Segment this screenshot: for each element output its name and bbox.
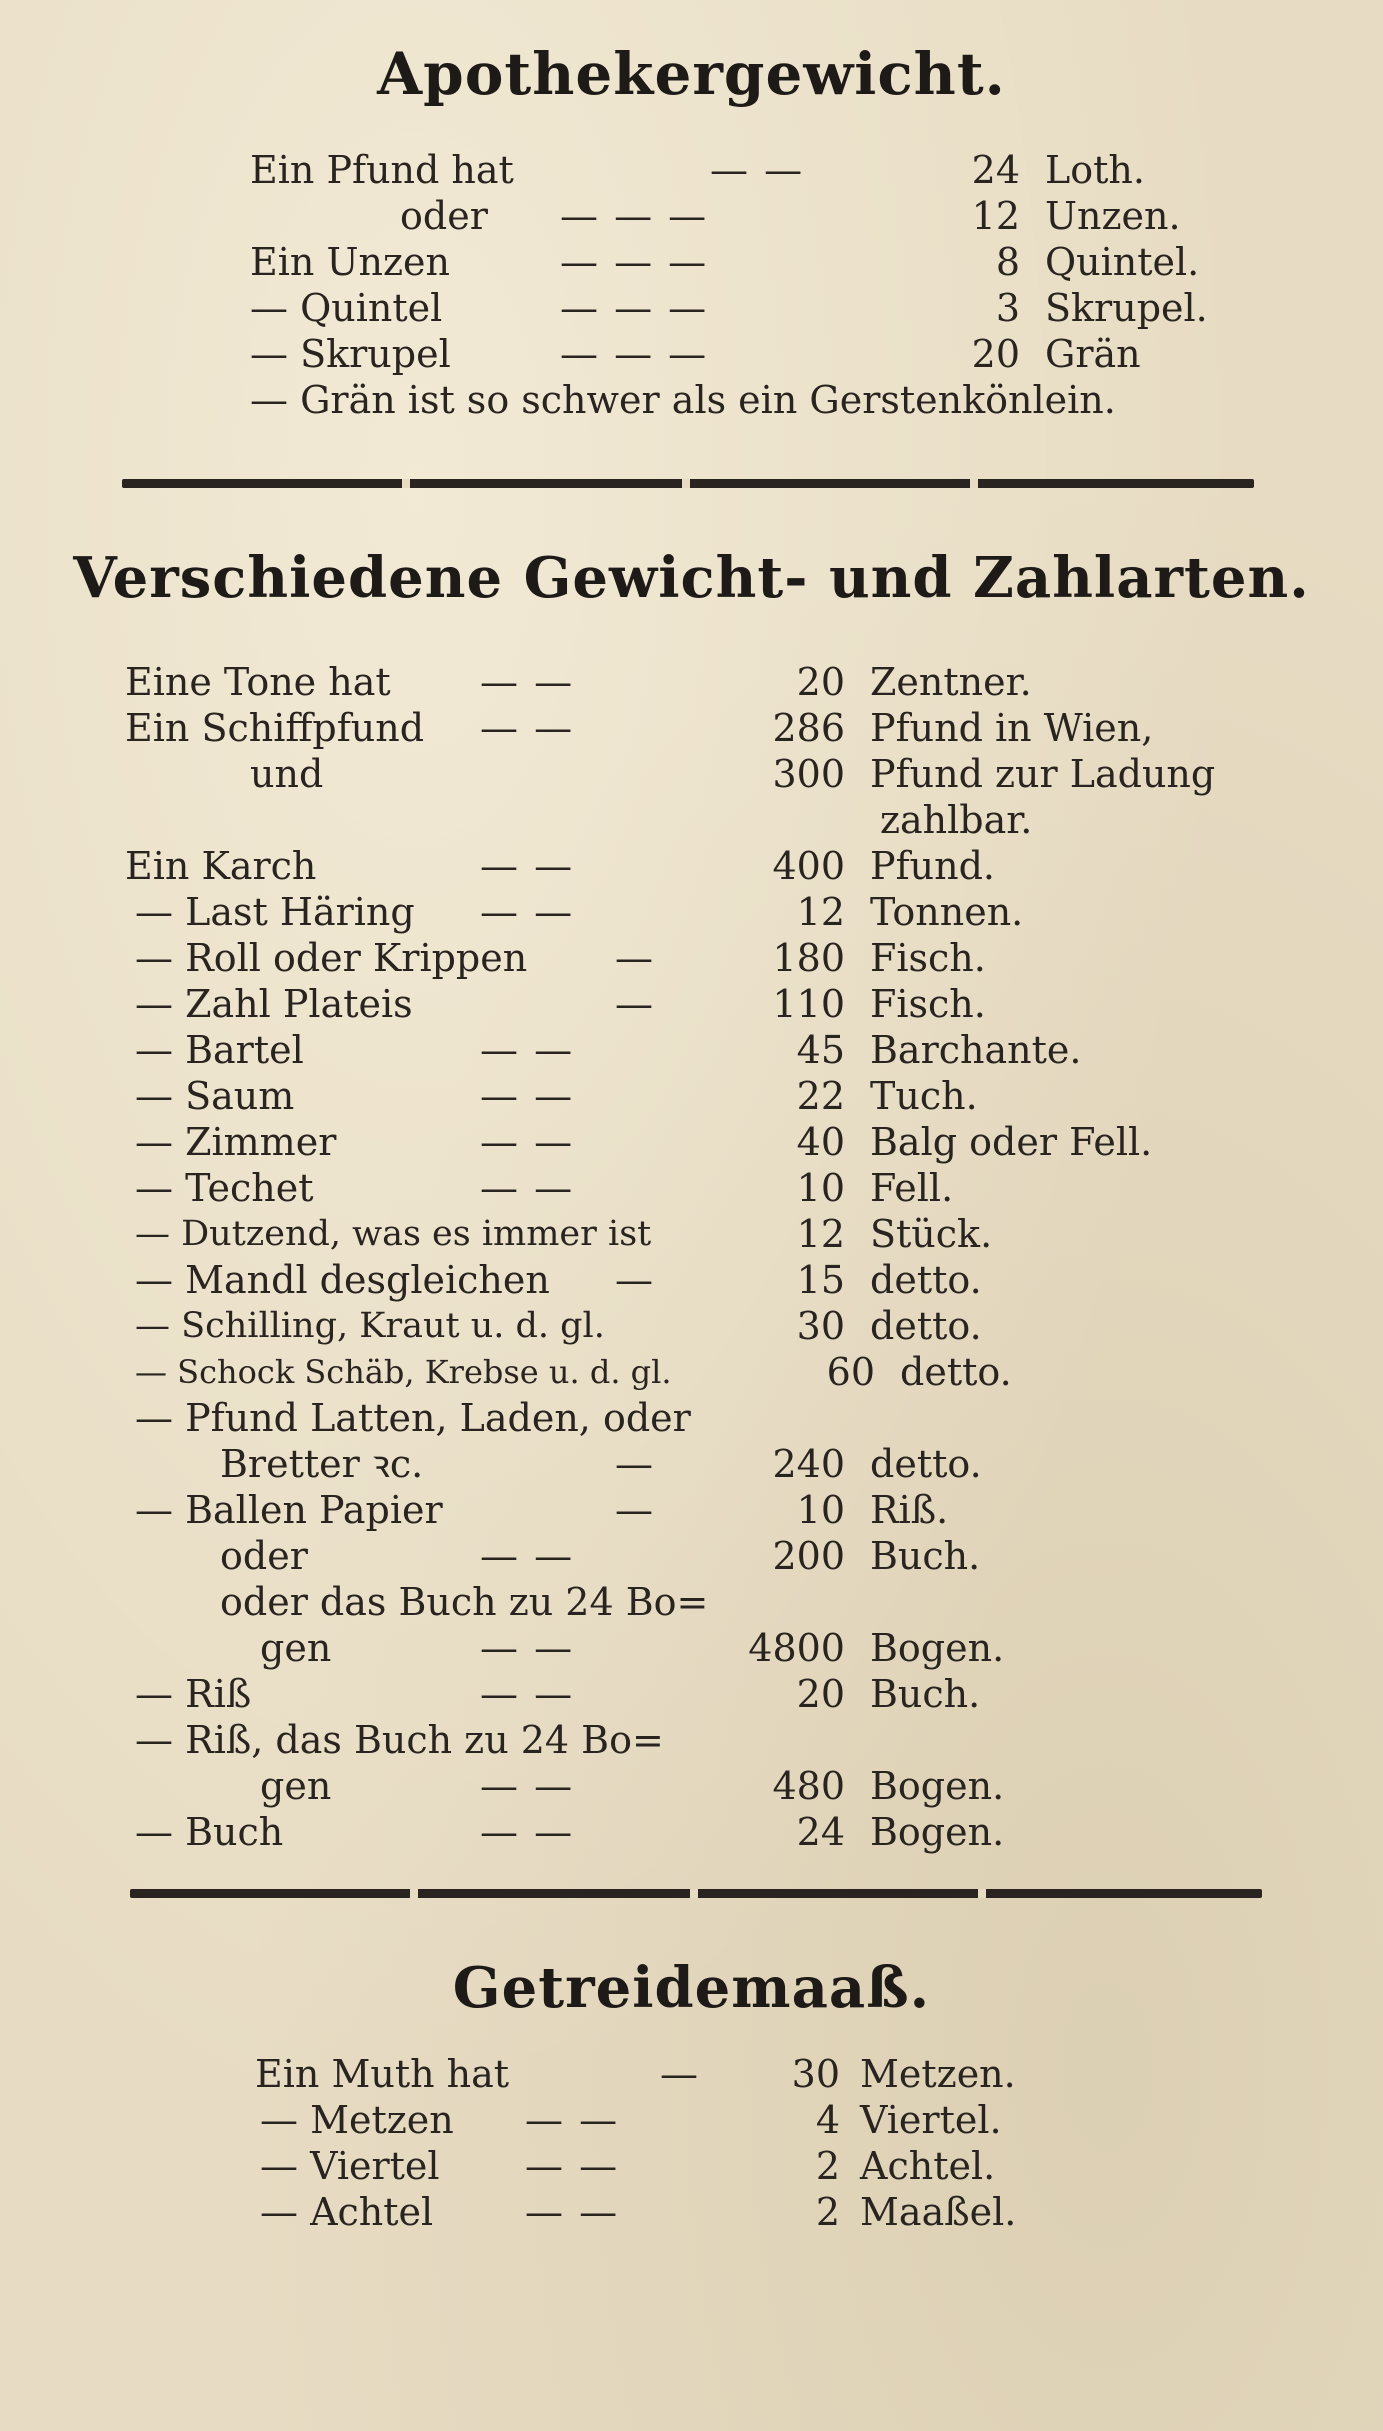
row-unit: Fisch. — [870, 936, 986, 980]
row-number: 4800 — [748, 1626, 845, 1670]
row-dashes: — — — [525, 2098, 620, 2142]
row-label: Ein Unzen — [250, 240, 450, 284]
row-label: — Last Häring — [135, 890, 415, 934]
table-row — [0, 1672, 1383, 1716]
row-dashes: — — — — [560, 332, 709, 376]
row-unit: Grän — [1045, 332, 1141, 376]
row-unit: Unzen. — [1045, 194, 1181, 238]
row-number: 22 — [796, 1074, 845, 1118]
table-row — [0, 660, 1383, 704]
row-unit: detto. — [900, 1350, 1012, 1394]
row-label: oder — [220, 1534, 308, 1578]
row-label: — Schilling, Kraut u. d. gl. — [135, 1306, 605, 1346]
table-row — [0, 378, 1383, 422]
row-unit: Pfund. — [870, 844, 995, 888]
table-row — [0, 1442, 1383, 1486]
row-unit: Fisch. — [870, 982, 986, 1026]
table-row — [0, 844, 1383, 888]
table-row — [0, 1810, 1383, 1854]
table-row — [0, 148, 1383, 192]
row-dashes: — — — [480, 1534, 575, 1578]
table-row — [0, 286, 1383, 330]
row-number: 3 — [995, 286, 1020, 330]
row-dashes: — — — [525, 2190, 620, 2234]
table-row — [0, 1166, 1383, 1210]
table-row — [0, 2052, 1383, 2096]
row-unit: detto. — [870, 1304, 982, 1348]
row-label: Eine Tone hat — [125, 660, 391, 704]
row-label: — Zahl Plateis — [135, 982, 413, 1026]
row-number: 30 — [796, 1304, 845, 1348]
row-number: 286 — [772, 706, 845, 750]
table-row — [0, 1350, 1383, 1394]
table-row — [0, 2098, 1383, 2142]
row-unit: Barchante. — [870, 1028, 1082, 1072]
row-number: 12 — [796, 1212, 845, 1256]
row-unit: Stück. — [870, 1212, 993, 1256]
row-dashes: — — — [480, 890, 575, 934]
row-number: 12 — [796, 890, 845, 934]
row-number: 24 — [796, 1810, 845, 1854]
row-dashes: — — — [525, 2144, 620, 2188]
row-unit: Tonnen. — [870, 890, 1024, 934]
row-number: 20 — [796, 1672, 845, 1716]
row-number: 200 — [772, 1534, 845, 1578]
section-divider — [122, 479, 1254, 488]
table-row — [0, 2190, 1383, 2234]
table-row — [0, 982, 1383, 1026]
row-dashes: — — — — [560, 194, 709, 238]
row-dashes: — — — [480, 1764, 575, 1808]
row-unit: Riß. — [870, 1488, 949, 1532]
row-unit: Balg oder Fell. — [870, 1120, 1153, 1164]
row-unit: Skrupel. — [1045, 286, 1208, 330]
row-label: — Dutzend, was es immer ist — [135, 1214, 652, 1254]
row-label: — Skrupel — [250, 332, 451, 376]
table-row — [0, 890, 1383, 934]
row-label: — Quintel — [250, 286, 443, 330]
row-number: 60 — [826, 1350, 875, 1394]
table-row — [0, 1212, 1383, 1256]
row-label: Ein Schiffpfund — [125, 706, 425, 750]
row-dashes: — — [615, 936, 655, 980]
section-title-getreidemaass: Getreidemaaß. — [452, 1955, 931, 2021]
row-number: 4 — [815, 2098, 840, 2142]
row-dashes: — — — — [560, 240, 709, 284]
row-unit: Maaßel. — [860, 2190, 1017, 2234]
row-number: 480 — [772, 1764, 845, 1808]
row-label: oder — [400, 194, 488, 238]
table-row — [0, 1120, 1383, 1164]
table-row — [0, 936, 1383, 980]
table-row — [0, 1580, 1383, 1624]
row-label: Ein Karch — [125, 844, 317, 888]
row-unit: Bogen. — [870, 1626, 1005, 1670]
table-row — [0, 1074, 1383, 1118]
row-number: 20 — [971, 332, 1020, 376]
row-dashes: — — — [480, 1028, 575, 1072]
row-label: Ein Pfund hat — [250, 148, 514, 192]
row-label: — Grän ist so schwer als ein Gerstenkönlein. — [250, 378, 1116, 422]
row-unit: detto. — [870, 1442, 982, 1486]
row-unit: Viertel. — [860, 2098, 1002, 2142]
table-row — [0, 194, 1383, 238]
section-title-zahlarten: Verschiedene Gewicht- und Zahlarten. — [73, 545, 1310, 611]
row-label: Bretter ꝛc. — [220, 1442, 424, 1486]
table-row — [0, 752, 1383, 796]
row-number: 10 — [796, 1488, 845, 1532]
row-unit: Fell. — [870, 1166, 954, 1210]
row-label: — Viertel — [260, 2144, 440, 2188]
row-dashes: — — — [480, 1672, 575, 1716]
row-dashes: — — — [710, 148, 805, 192]
row-dashes: — — — [480, 1120, 575, 1164]
row-label: — Ballen Papier — [135, 1488, 443, 1532]
row-dashes: — — [615, 1442, 655, 1486]
row-unit: Metzen. — [860, 2052, 1016, 2096]
row-number: 400 — [772, 844, 845, 888]
row-label: — Metzen — [260, 2098, 454, 2142]
row-number: 110 — [772, 982, 845, 1026]
row-unit: detto. — [870, 1258, 982, 1302]
row-label: — Schock Schäb, Krebse u. d. gl. — [135, 1353, 672, 1391]
row-unit: Loth. — [1045, 148, 1145, 192]
row-number: 2 — [815, 2144, 840, 2188]
row-dashes: — — [615, 1488, 655, 1532]
row-label: oder das Buch zu 24 Bo= — [220, 1580, 709, 1624]
table-row — [0, 332, 1383, 376]
row-label: — Saum — [135, 1074, 295, 1118]
row-unit: Zentner. — [870, 660, 1032, 704]
row-number: 30 — [791, 2052, 840, 2096]
row-label: gen — [260, 1764, 332, 1808]
table-row — [0, 1718, 1383, 1762]
section-title-apothekergewicht: Apothekergewicht. — [377, 40, 1006, 108]
table-row — [0, 706, 1383, 750]
row-dashes: — — — [480, 1626, 575, 1670]
row-dashes: — — [660, 2052, 700, 2096]
row-number: 45 — [796, 1028, 845, 1072]
row-label: — Mandl desgleichen — [135, 1258, 550, 1302]
row-label: gen — [260, 1626, 332, 1670]
row-number: 8 — [995, 240, 1020, 284]
table-row — [0, 798, 1383, 842]
row-unit: zahlbar. — [880, 798, 1033, 842]
row-number: 2 — [815, 2190, 840, 2234]
table-row — [0, 1764, 1383, 1808]
row-label: — Roll oder Krippen — [135, 936, 528, 980]
row-label: — Zimmer — [135, 1120, 337, 1164]
row-unit: Achtel. — [860, 2144, 996, 2188]
row-dashes: — — — [480, 1810, 575, 1854]
row-unit: Tuch. — [870, 1074, 978, 1118]
row-unit: Pfund zur Ladung — [870, 752, 1216, 796]
row-label: — Techet — [135, 1166, 314, 1210]
row-dashes: — — [615, 1258, 655, 1302]
row-number: 300 — [772, 752, 845, 796]
row-dashes: — — — — [560, 286, 709, 330]
row-label: Ein Muth hat — [255, 2052, 510, 2096]
table-row — [0, 1534, 1383, 1578]
row-unit: Bogen. — [870, 1764, 1005, 1808]
row-unit: Quintel. — [1045, 240, 1200, 284]
row-label: — Bartel — [135, 1028, 304, 1072]
row-unit: Buch. — [870, 1672, 981, 1716]
table-row — [0, 2144, 1383, 2188]
row-dashes: — — — [480, 1166, 575, 1210]
row-unit: Bogen. — [870, 1810, 1005, 1854]
row-dashes: — — — [480, 706, 575, 750]
row-dashes: — — — [480, 1074, 575, 1118]
table-row — [0, 1258, 1383, 1302]
row-label: — Achtel — [260, 2190, 434, 2234]
table-row — [0, 1626, 1383, 1670]
row-number: 24 — [971, 148, 1020, 192]
row-label: — Riß, das Buch zu 24 Bo= — [135, 1718, 664, 1762]
section-divider — [130, 1889, 1262, 1898]
row-label: — Pfund Latten, Laden, oder — [135, 1396, 691, 1440]
row-unit: Buch. — [870, 1534, 981, 1578]
row-number: 240 — [772, 1442, 845, 1486]
row-dashes: — — [615, 982, 655, 1026]
row-label: — Riß — [135, 1672, 252, 1716]
row-number: 10 — [796, 1166, 845, 1210]
table-row — [0, 1304, 1383, 1348]
row-label: und — [250, 752, 324, 796]
row-number: 180 — [772, 936, 845, 980]
row-dashes: — — — [480, 844, 575, 888]
row-dashes: — — — [480, 660, 575, 704]
table-row — [0, 1396, 1383, 1440]
row-label: — Buch — [135, 1810, 284, 1854]
row-number: 40 — [796, 1120, 845, 1164]
row-number: 15 — [796, 1258, 845, 1302]
table-row — [0, 240, 1383, 284]
row-number: 20 — [796, 660, 845, 704]
row-number: 12 — [971, 194, 1020, 238]
row-unit: Pfund in Wien, — [870, 706, 1154, 750]
table-row — [0, 1488, 1383, 1532]
table-row — [0, 1028, 1383, 1072]
